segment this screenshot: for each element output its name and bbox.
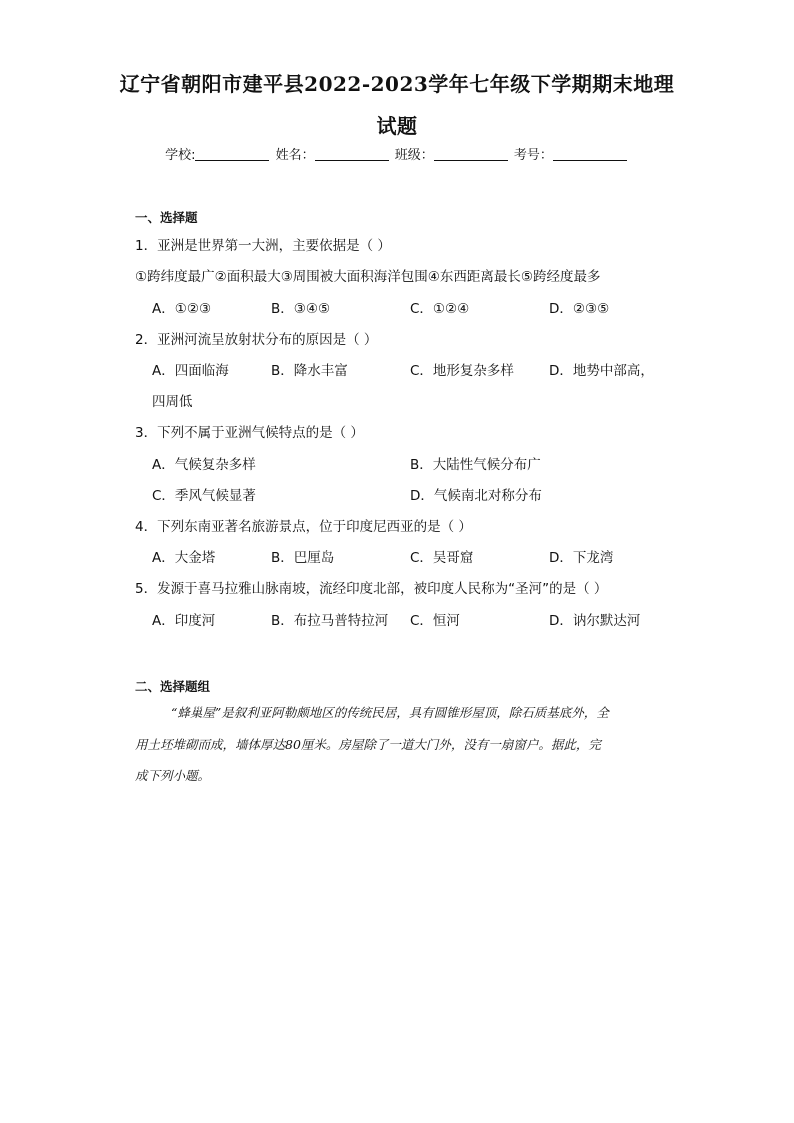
passage-line-3: 成下列小题。 <box>135 768 211 783</box>
question-4-option-b[interactable]: B．巴厘岛 <box>271 550 335 566</box>
passage-line-1: “蜂巢屋”是叙利亚阿勒颇地区的传统民居，具有圆锥形屋顶，除石质基底外，全 <box>171 705 609 720</box>
exam-number-blank[interactable] <box>553 146 627 161</box>
exam-number-label: 考号： <box>513 148 553 163</box>
question-4-option-a[interactable]: A．大金塔 <box>152 550 216 566</box>
passage-line-2: 用土坯堆砌而成，墙体厚达80厘米。房屋除了一道大门外，没有一扇窗户。据此，完 <box>135 737 601 752</box>
question-4-stem: 4．下列东南亚著名旅游景点，位于印度尼西亚的是（ ） <box>135 519 472 535</box>
question-5-option-b[interactable]: B．布拉马普特拉河 <box>271 613 389 629</box>
section-heading-choice-group: 二、选择题组 <box>135 679 211 694</box>
student-info-row <box>0 144 794 163</box>
question-3-stem: 3．下列不属于亚洲气候特点的是（ ） <box>135 425 364 441</box>
question-2-option-a[interactable]: A．四面临海 <box>152 363 229 379</box>
class-label: 班级： <box>394 148 434 163</box>
name-blank[interactable] <box>315 146 389 161</box>
question-1-option-d[interactable]: D．②③⑤ <box>549 301 610 317</box>
question-1-stem: 1．亚洲是世界第一大洲，主要依据是（ ） <box>135 238 391 254</box>
question-1-items: ①跨纬度最广②面积最大③周围被大面积海洋包围④东西距离最长⑤跨经度最多 <box>135 269 601 285</box>
exam-title-line1: 辽宁省朝阳市建平县2022-2023学年七年级下学期期末地理 <box>119 72 675 96</box>
question-1-option-b[interactable]: B．③④⑤ <box>271 301 331 317</box>
question-5-option-d[interactable]: D．讷尔默达河 <box>549 613 641 629</box>
question-2-option-c[interactable]: C．地形复杂多样 <box>410 363 514 379</box>
exam-title-line2: 试题 <box>376 114 418 138</box>
question-1-option-c[interactable]: C．①②④ <box>410 301 470 317</box>
school-label: 学校: <box>165 148 196 163</box>
class-blank[interactable] <box>434 146 508 161</box>
question-3-option-a[interactable]: A．气候复杂多样 <box>152 457 256 473</box>
question-4-option-d[interactable]: D．下龙湾 <box>549 550 614 566</box>
question-1-option-a[interactable]: A．①②③ <box>152 301 212 317</box>
question-5-option-a[interactable]: A．印度河 <box>152 613 216 629</box>
name-label: 姓名： <box>275 148 315 163</box>
question-3-option-d[interactable]: D．气候南北对称分布 <box>410 488 542 504</box>
question-3-option-b[interactable]: B．大陆性气候分布广 <box>410 457 541 473</box>
school-blank[interactable] <box>195 146 269 161</box>
question-4-option-c[interactable]: C．吴哥窟 <box>410 550 474 566</box>
section-heading-choice: 一、选择题 <box>135 210 198 225</box>
question-2-option-d[interactable]: D．地势中部高， <box>549 363 654 379</box>
question-2-stem: 2．亚洲河流呈放射状分布的原因是（ ） <box>135 332 378 348</box>
question-5-option-c[interactable]: C．恒河 <box>410 613 460 629</box>
question-5-stem: 5．发源于喜马拉雅山脉南坡，流经印度北部，被印度人民称为“圣河”的是（ ） <box>135 581 608 597</box>
question-2-option-d-continued: 四周低 <box>152 394 193 410</box>
question-2-option-b[interactable]: B．降水丰富 <box>271 363 348 379</box>
question-3-option-c[interactable]: C．季风气候显著 <box>152 488 256 504</box>
